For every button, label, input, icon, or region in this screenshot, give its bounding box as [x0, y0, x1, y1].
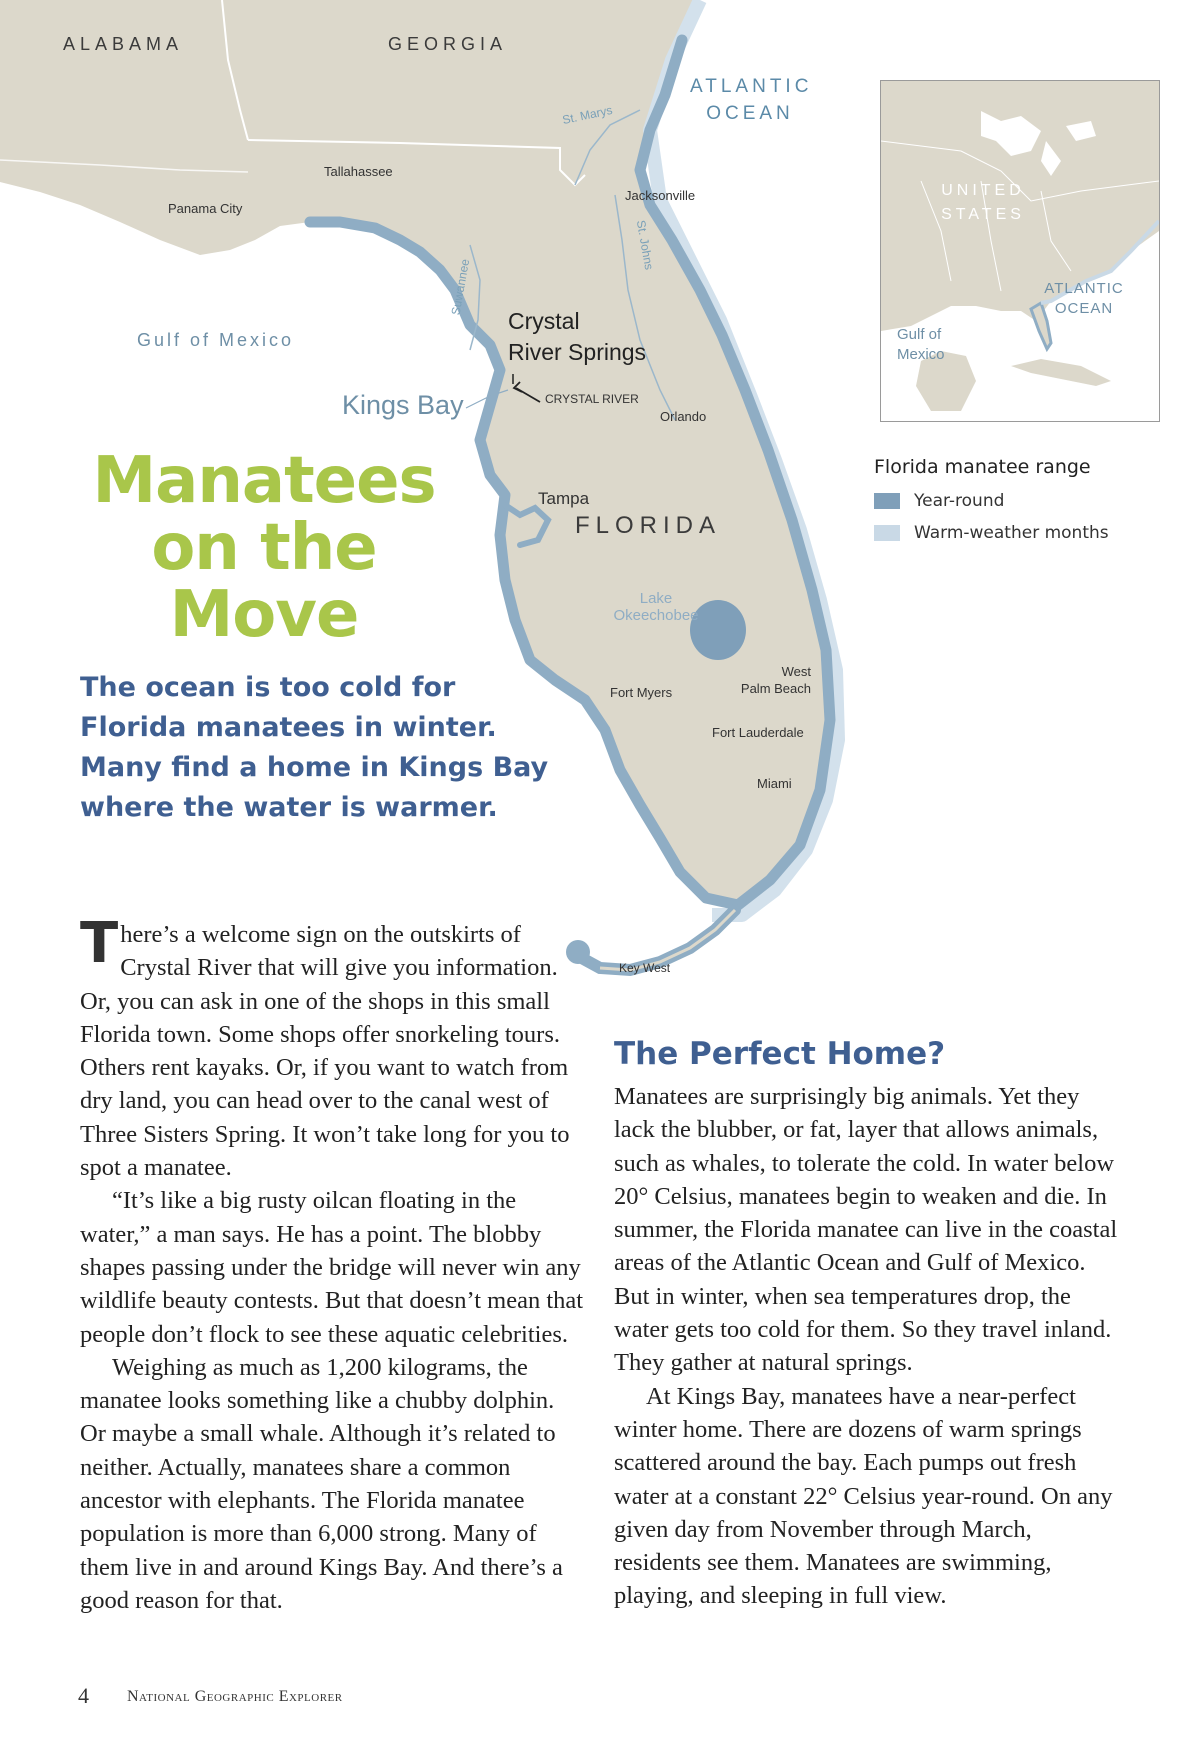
label-miami: Miami	[757, 776, 792, 791]
body-column-left	[80, 911, 585, 1617]
label-tampa: Tampa	[538, 489, 590, 508]
label-jacksonville: Jacksonville	[625, 188, 696, 203]
legend-label-year-round: Year-round	[914, 491, 1005, 511]
magazine-name: National Geographic Explorer	[127, 1688, 343, 1705]
label-fort-myers: Fort Myers	[610, 685, 673, 700]
inset-map	[880, 80, 1160, 422]
article-subtitle: The ocean is too cold for Florida manatees in winter. Many find a home in Kings Bay where the water is warmer.	[80, 672, 549, 823]
label-crystal-river: CRYSTAL RIVER	[545, 392, 639, 406]
paragraph-4: Manatees are surprisingly big animals. Yet they lack the blubber, or fat, layer that allows animals, such as whales, to tolerate the cold. In water below 20° Celsius, manatees begin to weaken and die. In summer, the Florida manatee can live in the coastal areas of the Atlantic Ocean and Gulf of Mexico. But in winter, when sea temperatures drop, the water gets too cold for them. So they travel inland. They gather at natural springs.	[614, 1083, 1118, 1377]
label-georgia: GEORGIA	[388, 34, 508, 54]
label-st-johns: St. Johns	[633, 219, 657, 271]
page-number: 4	[78, 1683, 89, 1708]
legend-item-year-round	[874, 490, 1004, 512]
label-alabama: ALABAMA	[63, 34, 184, 54]
label-panama-city: Panama City	[168, 201, 243, 216]
legend-label-warm-weather: Warm-weather months	[914, 523, 1109, 543]
label-fort-lauderdale: Fort Lauderdale	[712, 725, 804, 740]
label-orlando: Orlando	[660, 409, 707, 424]
legend-swatch-warm-weather	[874, 525, 900, 541]
section-heading: The Perfect Home?	[614, 1036, 946, 1072]
inset-label-atlantic-ocean: ATLANTIC OCEAN	[1044, 280, 1124, 317]
inset-label-gulf-of-mexico: Gulf of Mexico	[897, 326, 945, 363]
label-kings-bay: Kings Bay	[342, 390, 464, 420]
legend-swatch-year-round	[874, 493, 900, 509]
label-crystal-river-springs: Crystal River Springs	[508, 308, 647, 365]
label-suwannee: Suwannee	[448, 257, 473, 317]
paragraph-3: Weighing as much as 1,200 kilograms, the manatee looks something like a chubby dolphin. Or maybe a small whale. Although it’s related to neither. Actually, manatees share a common ancestor with elephants. The Florida manatee population is more than 6,000 strong. Many of them live in and around Kings Bay. And there’s a good reason for that.	[80, 1353, 563, 1614]
label-florida: FLORIDA	[575, 512, 722, 539]
label-west-palm-beach: West Palm Beach	[740, 664, 811, 696]
label-atlantic-ocean: ATLANTIC OCEAN	[690, 76, 813, 124]
article-title: Manatees on the Move	[92, 444, 436, 652]
paragraph-5: At Kings Bay, manatees have a near-perfect winter home. There are dozens of warm springs scattered around the bay. Each pumps out fresh water at a constant 22° Celsius year-round. On any given day from November through March, residents see them. Manatees are swimming, playing, and sleeping in full view.	[614, 1382, 1113, 1610]
paragraph-2: “It’s like a big rusty oilcan floating in the water,” a man says. He has a point. The blobby shapes passing under the bridge will never win any wildlife beauty contests. But that doesn’t mean that people don’t flock to see these aquatic celebrities.	[80, 1187, 584, 1348]
drop-cap: T	[80, 911, 119, 976]
label-lake-okeechobee: Lake Okeechobee	[613, 590, 699, 624]
label-gulf-of-mexico: Gulf of Mexico	[137, 330, 295, 350]
label-key-west: Key West	[619, 961, 671, 975]
inset-label-united-states: UNITED STATES	[941, 182, 1025, 223]
paragraph-1: There’s a welcome sign on the outskirts of Crystal River that will give you information. Or, you can ask in one of the shops in this small Florida town. Some shops offer snorkeling tours. Others rent kayaks. Or, if you want to watch from dry land, you can head over to the canal west of Three Sisters Spring. It won’t take long for you to spot a manatee.	[80, 911, 570, 1182]
label-st-marys: St. Marys	[561, 102, 614, 128]
body-column-right	[614, 1080, 1124, 1613]
legend-item-warm-weather	[874, 522, 1109, 544]
legend-title: Florida manatee range	[874, 456, 1091, 478]
label-tallahassee: Tallahassee	[324, 164, 393, 179]
